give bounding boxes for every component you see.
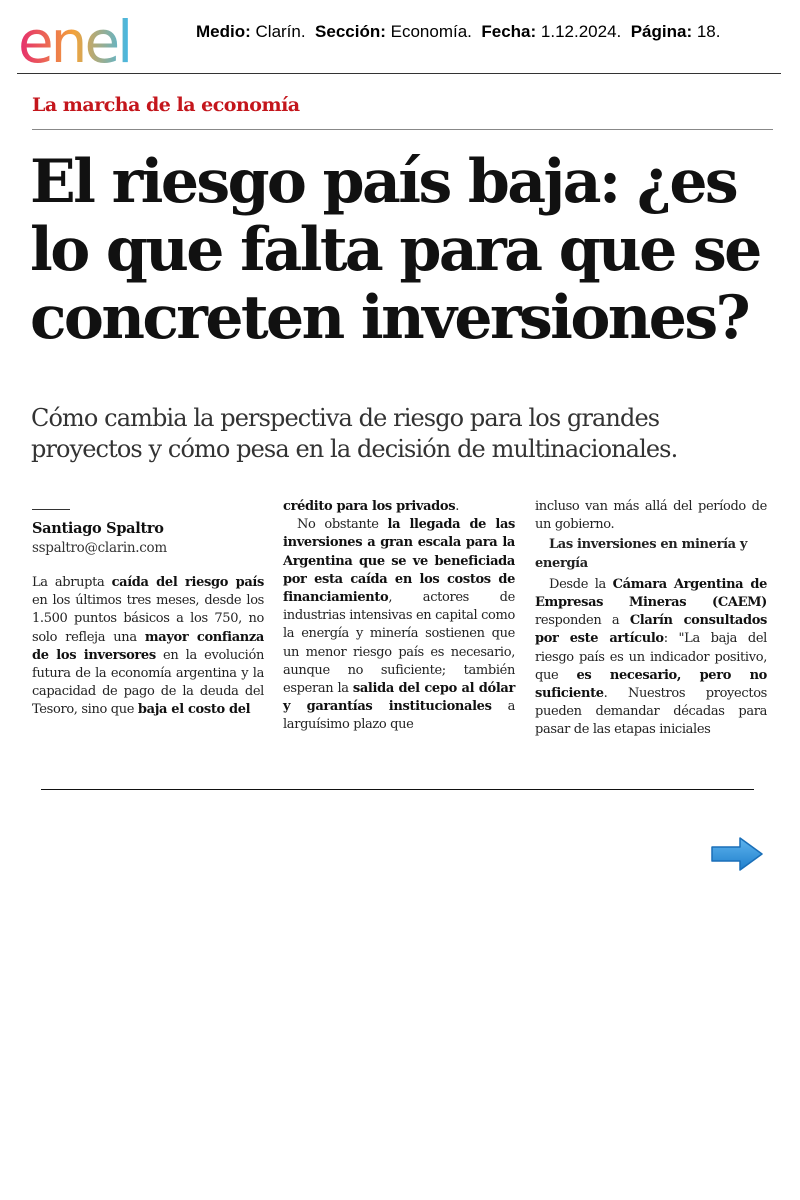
medio-label: Medio: <box>196 22 251 41</box>
bottom-divider <box>41 789 754 790</box>
section-divider <box>32 129 773 130</box>
article-column-2 <box>283 498 515 735</box>
fecha-value: 1.12.2024. <box>540 22 622 41</box>
author-email[interactable]: sspaltro@clarin.com <box>32 540 167 556</box>
svg-text:enel: enel <box>18 8 131 68</box>
paragraph: La abrupta caída del riesgo país en los últimos tres meses, desde los 1.500 puntos básicos a los 750, no solo refleja una mayor confianza de los inversores en la evolución futura de la economía argentina y la capacidad de pago de la deuda del Tesoro, sino que baja el costo del <box>32 575 264 718</box>
seccion-value: Economía. <box>390 22 472 41</box>
fecha-label: Fecha: <box>481 22 537 41</box>
article-column-1 <box>32 498 264 720</box>
section-label: La marcha de la economía <box>32 94 300 116</box>
author-name: Santiago Spaltro <box>32 520 164 537</box>
right-arrow-icon[interactable] <box>710 836 764 872</box>
paragraph: crédito para los privados. <box>283 499 460 514</box>
byline-divider <box>32 509 70 510</box>
paragraph: No obstante la llegada de las inversiones a gran escala para la Argentina que se ve beneficiada por esta caída en los costos de financiamiento, actores de industrias intensivas en capital como la energía y minería sostienen que un menor riesgo país es necesario, aunque no suficiente; también esperan la salida del cepo al dólar y garantías institucionales a larguísimo plazo que <box>283 517 515 733</box>
header-divider <box>17 73 781 74</box>
article-column-3 <box>535 498 767 740</box>
headline: El riesgo país baja: ¿es lo que falta para que se concreten inversiones? <box>30 147 760 353</box>
paragraph: Desde la Cámara Argentina de Empresas Mineras (CAEM) responden a Clarín consultados por este artículo: "La baja del riesgo país es un indicador positivo, que es necesario, pero no suficiente. Nuestros proyectos pueden demandar décadas para pasar de las etapas iniciales <box>535 576 767 738</box>
subheading: Las inversiones en minería y energía <box>535 537 748 571</box>
pagina-value: 18. <box>696 22 721 41</box>
pagina-label: Página: <box>630 22 693 41</box>
seccion-label: Sección: <box>315 22 386 41</box>
medio-value: Clarín. <box>255 22 306 41</box>
subtitle: Cómo cambia la perspectiva de riesgo para los grandes proyectos y cómo pesa en la decisión de multinacionales. <box>31 404 678 463</box>
enel-logo <box>16 8 168 68</box>
clipping-header <box>196 22 786 42</box>
paragraph: incluso van más allá del período de un gobierno. <box>535 499 767 533</box>
